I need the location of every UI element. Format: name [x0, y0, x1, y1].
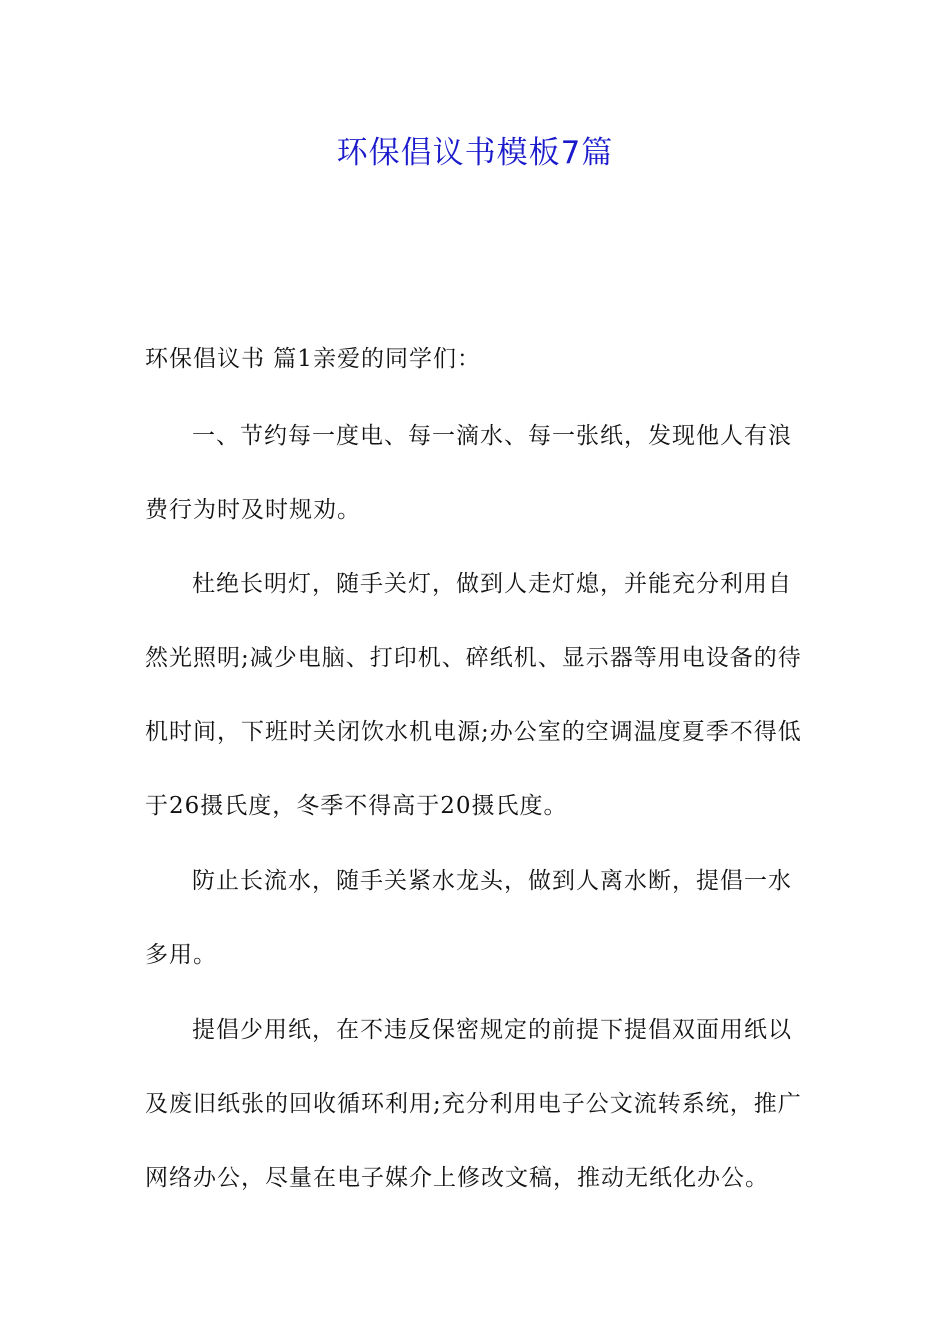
- document-title: 环保倡议书模板7篇: [336, 135, 614, 171]
- paragraph-4-line-2: 及废旧纸张的回收循环利用;充分利用电子公文流转系统，推广: [145, 1091, 802, 1117]
- paragraph-2-line-2: 然光照明;减少电脑、打印机、碎纸机、显示器等用电设备的待: [145, 645, 802, 671]
- paragraph-4-line-1: 提倡少用纸，在不违反保密规定的前提下提倡双面用纸以: [192, 1017, 792, 1043]
- paragraph-1-line-1: 一、节约每一度电、每一滴水、每一张纸，发现他人有浪: [192, 423, 792, 449]
- paragraph-3-line-2: 多用。: [145, 942, 217, 968]
- paragraph-2-line-1: 杜绝长明灯，随手关灯，做到人走灯熄，并能充分利用自: [192, 571, 792, 597]
- paragraph-4-line-3: 网络办公，尽量在电子媒介上修改文稿，推动无纸化办公。: [145, 1165, 769, 1191]
- paragraph-3-line-1: 防止长流水，随手关紧水龙头，做到人离水断，提倡一水: [192, 868, 792, 894]
- salutation-line: 环保倡议书 篇1亲爱的同学们：: [145, 346, 481, 372]
- paragraph-1-line-2: 费行为时及时规劝。: [145, 497, 361, 523]
- paragraph-2-line-4: 于26摄氏度，冬季不得高于20摄氏度。: [145, 793, 568, 819]
- paragraph-2-line-3: 机时间，下班时关闭饮水机电源;办公室的空调温度夏季不得低: [145, 719, 802, 745]
